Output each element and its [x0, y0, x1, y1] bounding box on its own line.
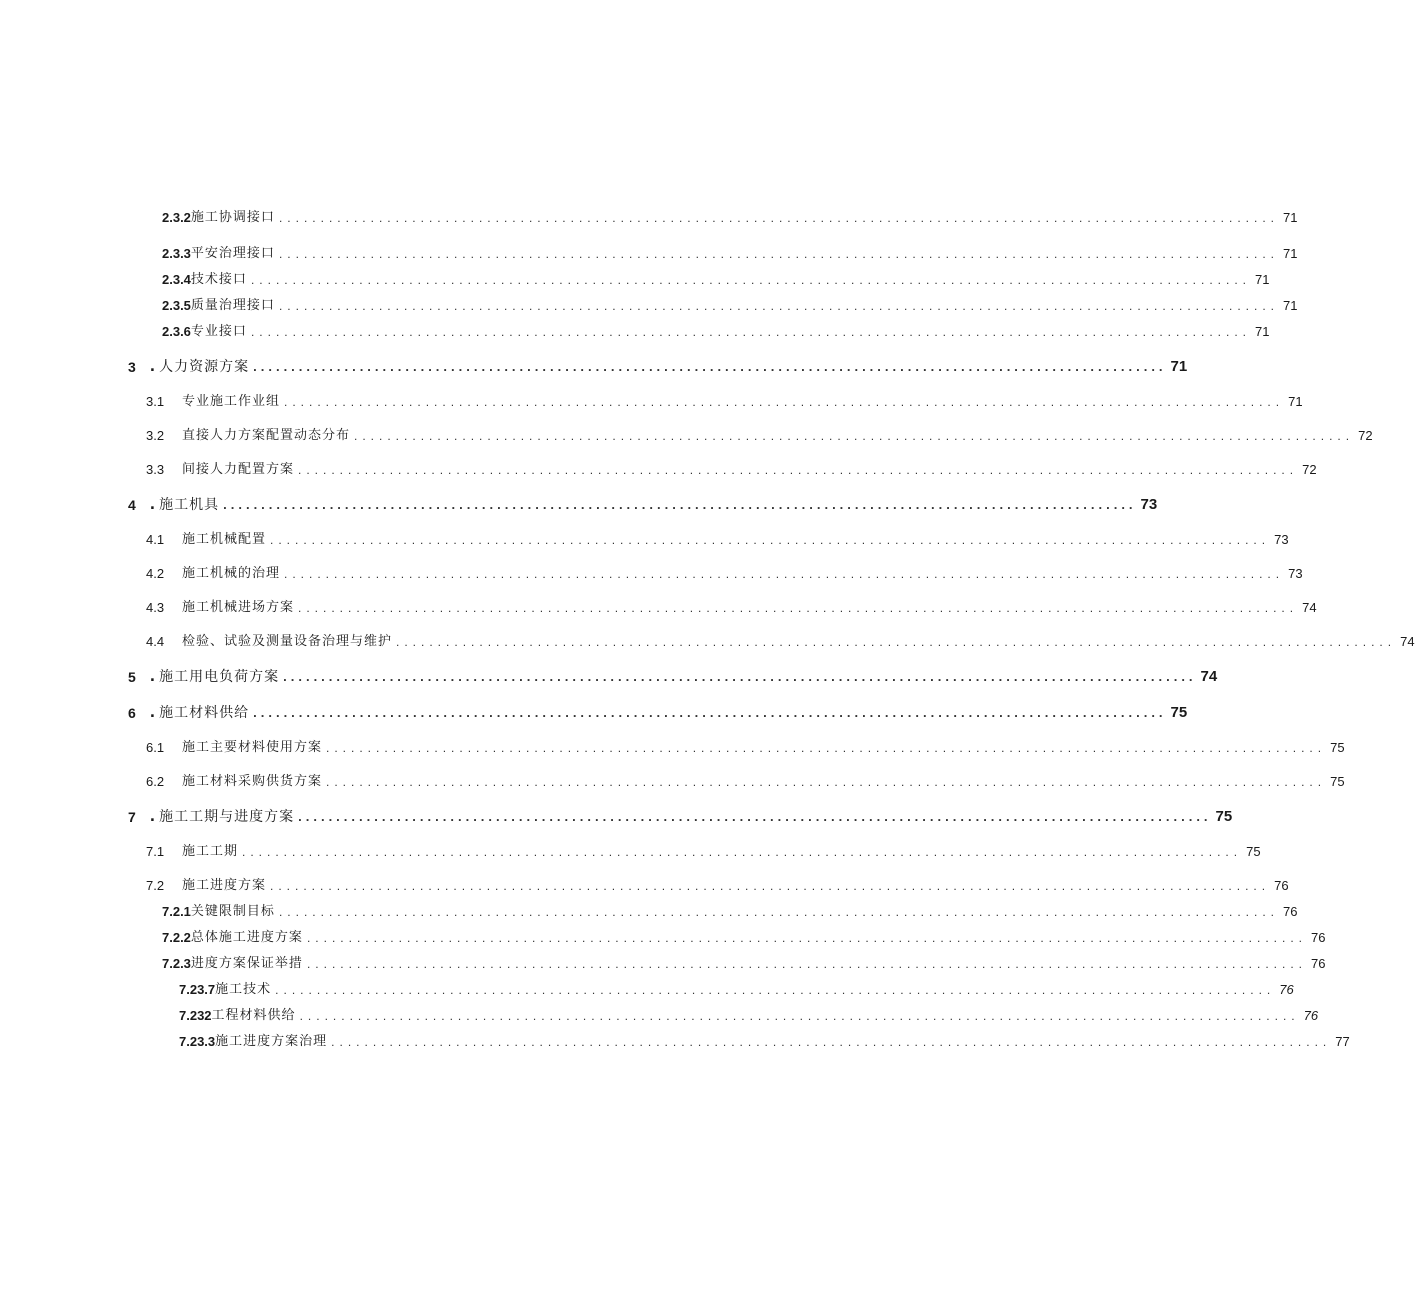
toc-entry-2-3-4[interactable] [162, 270, 1270, 290]
toc-entry-title: 直接人力方案配置动态分布 [182, 428, 351, 443]
toc-entry-page: 71 [1255, 272, 1270, 287]
toc-entry-4-4[interactable] [146, 632, 1415, 652]
toc-entry-title: 质量治理接口 [190, 298, 275, 313]
toc-entry-page: 76 [1279, 982, 1294, 997]
toc-entry-title: 工程材料供给 [211, 1008, 296, 1023]
toc-entry-7-23-7[interactable] [179, 980, 1294, 1000]
toc-entry-title: 施工机械进场方案 [182, 600, 295, 615]
toc-dot-leader: ........................................................................................................................ [298, 463, 1299, 477]
toc-entry-4-1[interactable] [146, 530, 1289, 550]
toc-entry-7-2-3[interactable] [162, 954, 1326, 974]
toc-entry-page: 73 [1288, 566, 1303, 581]
toc-entry-2-3-3[interactable] [162, 244, 1298, 264]
toc-entry-6-2[interactable] [146, 772, 1345, 792]
toc-dot-leader: ........................................................................................................................ [250, 325, 1252, 339]
toc-entry-2-3-5[interactable] [162, 296, 1298, 316]
toc-entry-page: 74 [1302, 600, 1317, 615]
toc-entry-title: 进度方案保证举措 [190, 956, 303, 971]
toc-entry-4-3[interactable] [146, 598, 1317, 618]
toc-entry-page: 72 [1302, 462, 1317, 477]
toc-dot-leader: ........................................................................................................................ [253, 359, 1167, 374]
toc-entry-title: 检验、试验及测量设备治理与维护 [182, 634, 393, 649]
toc-dot-leader: ........................................................................................................................ [278, 211, 1280, 225]
toc-entry-page: 75 [1330, 774, 1345, 789]
toc-entry-title: 施工工期与进度方案 [159, 809, 295, 825]
toc-entry-number: 7.232 [179, 1008, 212, 1023]
toc-chapter-number: 6 [128, 705, 136, 721]
toc-entry-page: 75 [1215, 808, 1233, 825]
toc-entry-title: 施工技术 [215, 982, 272, 997]
toc-entry-page: 71 [1255, 324, 1270, 339]
toc-entry-title: 施工进度方案 [182, 878, 267, 893]
toc-entry-title: 专业施工作业组 [182, 394, 281, 409]
toc-entry-page: 73 [1140, 496, 1158, 513]
toc-entry-title: 间接人力配置方案 [182, 462, 295, 477]
toc-entry-title: 总体施工进度方案 [190, 930, 303, 945]
toc-dot-leader: ........................................................................................................................ [278, 299, 1280, 313]
toc-entry-page: 75 [1170, 704, 1188, 721]
toc-entry-5[interactable] [128, 667, 1218, 687]
toc-entry-title: 施工协调接口 [190, 210, 275, 225]
toc-dot-leader: ........................................................................................................................ [253, 705, 1167, 720]
toc-entry-7-2-2[interactable] [162, 928, 1326, 948]
toc-entry-title: 施工机具 [159, 497, 220, 513]
toc-entry-page: 71 [1288, 394, 1303, 409]
toc-entry-number: 2.3.6 [162, 324, 191, 339]
toc-entry-number: 4.2 [146, 566, 165, 581]
toc-entry-page: 76 [1311, 956, 1326, 971]
toc-entry-3-3[interactable] [146, 460, 1317, 480]
toc-entry-6[interactable] [128, 703, 1188, 723]
toc-entry-title: 施工用电负荷方案 [159, 669, 280, 685]
toc-dot-leader: ........................................................................................................................ [284, 395, 1285, 409]
toc-entry-number: 2.3.3 [162, 246, 191, 261]
toc-entry-title: 平安治理接口 [190, 246, 275, 261]
toc-entry-7-2-1[interactable] [162, 902, 1298, 922]
toc-entry-page: 71 [1283, 298, 1298, 313]
toc-entry-page: 76 [1303, 1008, 1319, 1023]
toc-entry-title: 专业接口 [190, 324, 247, 339]
toc-entry-number: 7.2.3 [162, 956, 191, 971]
toc-dot-leader: ........................................................................................................................ [298, 809, 1212, 824]
toc-entry-number: 6.2 [146, 774, 165, 789]
toc-dot-leader: ........................................................................................................................ [270, 879, 1271, 893]
toc-dot-leader: ........................................................................................................................ [354, 429, 1355, 443]
toc-dot-leader: ........................................................................................................................ [278, 247, 1280, 261]
toc-entry-page: 76 [1311, 930, 1326, 945]
toc-entry-page: 73 [1274, 532, 1289, 547]
toc-entry-page: 71 [1170, 358, 1188, 375]
toc-entry-title: 施工主要材料使用方案 [182, 740, 323, 755]
toc-entry-number: 7.2.2 [162, 930, 191, 945]
toc-entry-number: 3.2 [146, 428, 165, 443]
toc-entry-title: 施工材料采购供货方案 [182, 774, 323, 789]
toc-chapter-separator: . [149, 497, 156, 513]
toc-chapter-separator: . [149, 705, 156, 721]
toc-entry-7-1[interactable] [146, 842, 1261, 862]
toc-entry-number: 2.3.4 [162, 272, 191, 287]
toc-entry-2-3-2[interactable] [162, 208, 1298, 228]
toc-dot-leader: ........................................................................................................................ [275, 983, 1276, 997]
toc-entry-number: 2.3.2 [162, 210, 191, 225]
toc-dot-leader: ........................................................................................................................ [326, 741, 1327, 755]
toc-entry-7-23-3[interactable] [179, 1032, 1350, 1052]
toc-dot-leader: ........................................................................................................................ [306, 957, 1308, 971]
toc-entry-number: 4.3 [146, 600, 165, 615]
toc-entry-title: 施工进度方案治理 [215, 1034, 328, 1049]
toc-entry-number: 3.1 [146, 394, 165, 409]
toc-dot-leader: ........................................................................................................................ [283, 669, 1197, 684]
toc-chapter-separator: . [149, 809, 156, 825]
toc-entry-page: 74 [1400, 634, 1415, 649]
toc-entry-page: 71 [1283, 210, 1298, 225]
toc-entry-title: 关键限制目标 [190, 904, 275, 919]
toc-chapter-number: 7 [128, 809, 136, 825]
toc-entry-number: 4.4 [146, 634, 165, 649]
toc-dot-leader: ........................................................................................................................ [396, 635, 1397, 649]
toc-entry-page: 75 [1246, 844, 1261, 859]
toc-entry-number: 7.2.1 [162, 904, 191, 919]
toc-chapter-separator: . [149, 669, 156, 685]
toc-dot-leader: ........................................................................................................................ [284, 567, 1285, 581]
toc-dot-leader: ........................................................................................................................ [250, 273, 1252, 287]
toc-entry-7[interactable] [128, 807, 1233, 827]
toc-entry-3-2[interactable] [146, 426, 1373, 446]
toc-entry-title: 施工机械的治理 [182, 566, 281, 581]
toc-entry-title: 施工材料供给 [159, 705, 250, 721]
toc-entry-2-3-6[interactable] [162, 322, 1270, 342]
toc-entry-number: 7.1 [146, 844, 165, 859]
toc-dot-leader: ........................................................................................................................ [278, 905, 1280, 919]
toc-entry-title: 技术接口 [190, 272, 247, 287]
toc-chapter-separator: . [149, 359, 156, 375]
toc-entry-number: 4.1 [146, 532, 165, 547]
toc-entry-6-1[interactable] [146, 738, 1345, 758]
toc-entry-page: 76 [1283, 904, 1298, 919]
toc-dot-leader: ........................................................................................................................ [331, 1035, 1332, 1049]
toc-chapter-number: 3 [128, 359, 136, 375]
toc-entry-title: 施工工期 [182, 844, 239, 859]
toc-entry-page: 76 [1274, 878, 1289, 893]
toc-dot-leader: ........................................................................................................................ [242, 845, 1243, 859]
toc-entry-3[interactable] [128, 357, 1188, 377]
toc-entry-page: 71 [1283, 246, 1298, 261]
toc-dot-leader: ........................................................................................................................ [306, 931, 1308, 945]
toc-entry-4[interactable] [128, 495, 1158, 515]
toc-entry-4-2[interactable] [146, 564, 1303, 584]
toc-entry-number: 7.2 [146, 878, 165, 893]
toc-entry-page: 77 [1335, 1034, 1350, 1049]
toc-dot-leader: ........................................................................................................................ [270, 533, 1271, 547]
toc-entry-page: 72 [1358, 428, 1373, 443]
toc-dot-leader: ........................................................................................................................ [299, 1009, 1300, 1023]
toc-entry-number: 6.1 [146, 740, 165, 755]
toc-entry-number: 7.23.3 [179, 1034, 216, 1049]
toc-entry-number: 3.3 [146, 462, 165, 477]
toc-entry-number: 7.23.7 [179, 982, 216, 997]
toc-dot-leader: ........................................................................................................................ [298, 601, 1299, 615]
toc-entry-7-2[interactable] [146, 876, 1289, 896]
toc-entry-title: 施工机械配置 [182, 532, 267, 547]
toc-entry-7-232[interactable] [179, 1006, 1319, 1026]
toc-dot-leader: ........................................................................................................................ [326, 775, 1327, 789]
toc-chapter-number: 4 [128, 497, 136, 513]
toc-entry-title: 人力资源方案 [159, 359, 250, 375]
toc-entry-3-1[interactable] [146, 392, 1303, 412]
toc-entry-page: 74 [1200, 668, 1218, 685]
toc-chapter-number: 5 [128, 669, 136, 685]
toc-entry-page: 75 [1330, 740, 1345, 755]
toc-dot-leader: ........................................................................................................................ [223, 497, 1137, 512]
toc-entry-number: 2.3.5 [162, 298, 191, 313]
